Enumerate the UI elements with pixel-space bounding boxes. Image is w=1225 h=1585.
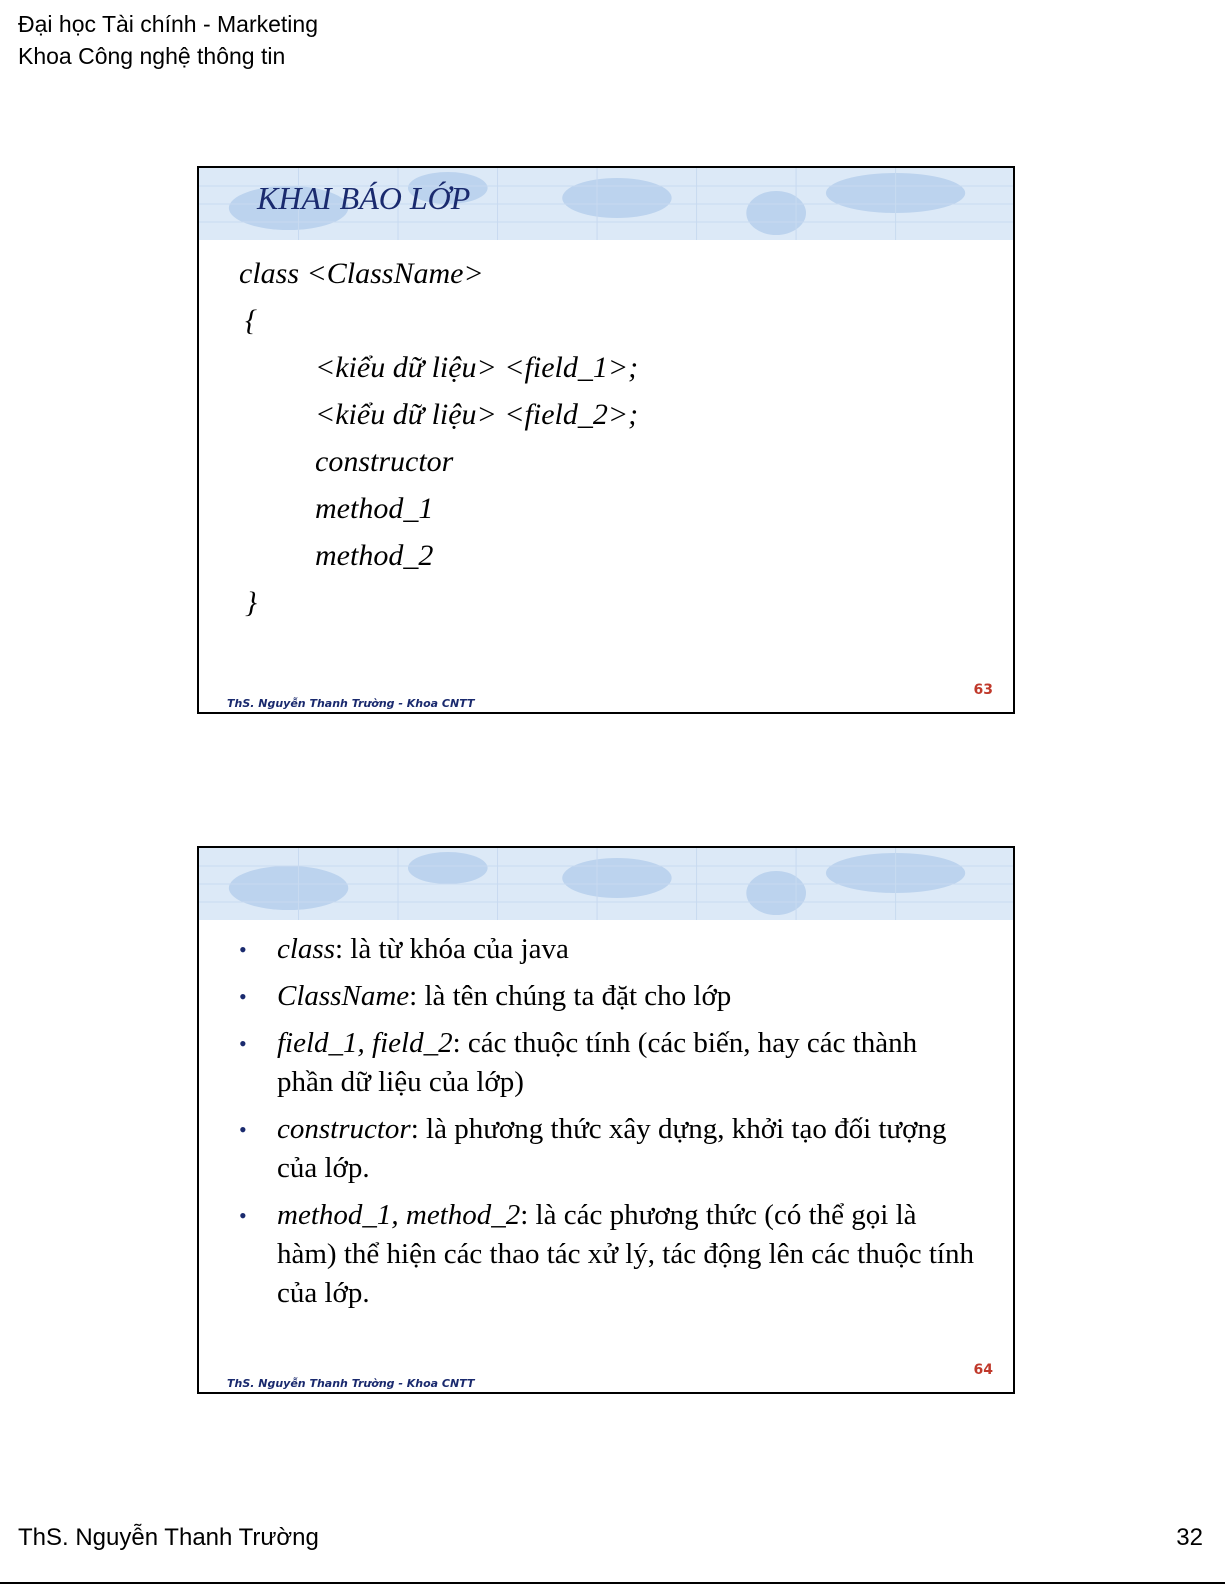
- page-header: [18, 8, 318, 72]
- slide-footer: ThS. Nguyễn Thanh Trường - Khoa CNTT: [227, 1377, 475, 1390]
- page-number: 32: [1176, 1524, 1203, 1551]
- bullet-text: : các thuộc tính (các biến, hay các thành phần dữ liệu của lớp): [277, 1027, 918, 1098]
- code-line: method_1: [315, 492, 434, 525]
- code-line: }: [245, 586, 257, 619]
- bullet-term: constructor: [277, 1113, 411, 1145]
- list-item: [239, 930, 979, 969]
- code-line: {: [245, 304, 257, 337]
- bullet-text: : là từ khóa của java: [335, 933, 569, 965]
- bottom-divider: [0, 1582, 1225, 1584]
- list-item: [239, 1024, 979, 1102]
- slide-64: [197, 846, 1015, 1394]
- code-line: constructor: [315, 445, 454, 478]
- bullet-term: field_1, field_2: [277, 1027, 453, 1059]
- slide-footer: ThS. Nguyễn Thanh Trường - Khoa CNTT: [227, 697, 475, 710]
- page-author: ThS. Nguyễn Thanh Trường: [18, 1524, 319, 1551]
- bullet-icon: •: [239, 984, 247, 1009]
- code-line: <kiểu dữ liệu> <field_1>;: [315, 351, 639, 384]
- slide-number: 63: [973, 682, 993, 698]
- bullet-text: : là tên chúng ta đặt cho lớp: [409, 980, 732, 1012]
- world-map-banner: [199, 848, 1013, 920]
- bullet-icon: •: [239, 1117, 247, 1142]
- bullet-icon: •: [239, 937, 247, 962]
- list-item: [239, 1196, 979, 1313]
- bullet-icon: •: [239, 1031, 247, 1056]
- bullet-term: ClassName: [277, 980, 410, 1012]
- slide-title: KHAI BÁO LỚP: [257, 180, 471, 216]
- list-item: [239, 1110, 979, 1188]
- code-line: method_2: [315, 539, 434, 572]
- class-syntax: [239, 250, 638, 626]
- code-line: <kiểu dữ liệu> <field_2>;: [315, 398, 639, 431]
- code-line: class <ClassName>: [239, 257, 484, 290]
- bullet-text: : là phương thức xây dựng, khởi tạo đối tượng của lớp.: [277, 1113, 947, 1184]
- list-item: [239, 977, 979, 1016]
- bullet-icon: •: [239, 1203, 247, 1228]
- faculty-name: Khoa Công nghệ thông tin: [18, 43, 286, 69]
- bullet-term: method_1, method_2: [277, 1199, 521, 1231]
- slide-63: [197, 166, 1015, 714]
- university-name: Đại học Tài chính - Marketing: [18, 11, 318, 37]
- slide-number: 64: [973, 1362, 993, 1378]
- bullet-term: class: [277, 933, 335, 965]
- bullet-text: : là các phương thức (có thể gọi là hàm) thể hiện các thao tác xử lý, tác động lên các thuộc tính của lớp.: [277, 1199, 974, 1309]
- definition-list: [239, 930, 979, 1321]
